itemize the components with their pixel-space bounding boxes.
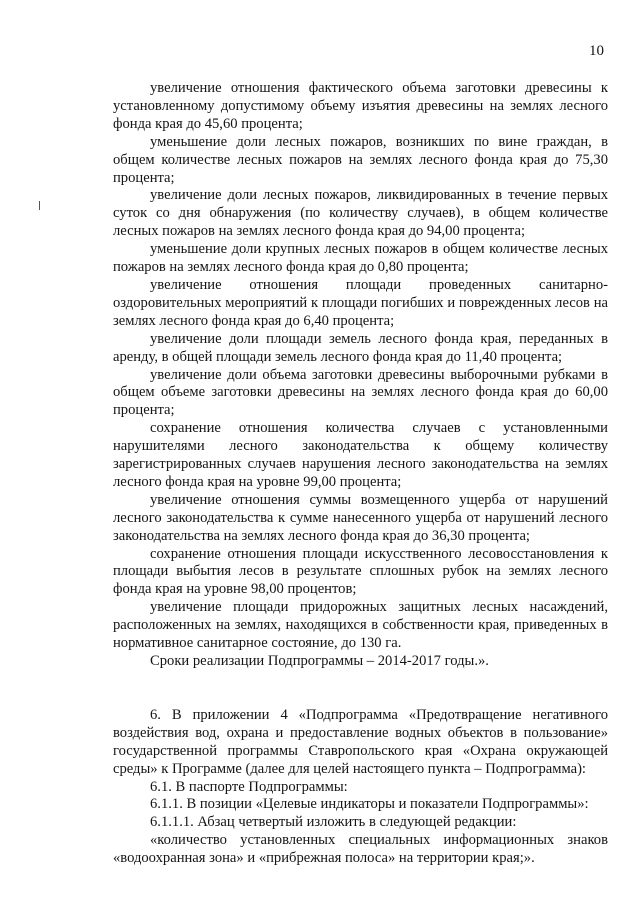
paragraph: увеличение доли площади земель лесного фонда края, переданных в аренду, в общей площади земель лесного фонда края до 11,40 процента; xyxy=(113,330,608,365)
paragraph: 6.1.1.1. Абзац четвертый изложить в следующей редакции: xyxy=(150,814,517,831)
paragraph: 6.1. В паспорте Подпрограммы: xyxy=(150,778,348,795)
paragraph: сохранение отношения площади искусственного лесовосстановления к площади выбытия лесов в результате сплошных рубок на землях лесного фонда края на уровне 98,00 процентов; xyxy=(113,545,608,598)
paragraph: увеличение доли объема заготовки древесины выборочными рубками в общем объеме заготовки древесины на землях лесного фонда края до 60,00 процента; xyxy=(113,366,608,419)
paragraph: уменьшение доли крупных лесных пожаров в общем количестве лесных пожаров на землях лесного фонда края до 0,80 процента; xyxy=(113,241,608,276)
paragraph: увеличение площади придорожных защитных лесных насаждений, расположенных на землях, находящихся в собственности края, приведенных в нормативное санитарное состояние, до 130 га. xyxy=(113,599,608,652)
paragraph: «количество установленных специальных информационных знаков «водоохранная зона» и «прибрежная полоса» на территории края;». xyxy=(113,832,608,867)
paragraph: уменьшение доли лесных пожаров, возникших по вине граждан, в общем количестве лесных пожаров на землях лесного фонда края до 75,30 процента; xyxy=(113,133,608,186)
paragraph: 6.1.1. В позиции «Целевые индикаторы и показатели Подпрограммы»: xyxy=(150,796,589,813)
page-number: 10 xyxy=(589,43,604,59)
paragraph: 6. В приложении 4 «Подпрограмма «Предотвращение негативного воздействия вод, охрана и предоставление водных объектов в пользование» государственной программы Ставропольского края «Охрана окружающей среды» к Программе (далее для целей настоящего пункта – Подпрограмма): xyxy=(113,706,608,777)
paragraph: увеличение доли лесных пожаров, ликвидированных в течение первых суток со дня обнаружения (по количеству случаев), в общем количестве лесных пожаров на землях лесного фонда края до 94,00 процента; xyxy=(113,187,608,240)
paragraph: увеличение отношения фактического объема заготовки древесины к установленному допустимому объему изъятия древесины на землях лесного фонда края до 45,60 процента; xyxy=(113,80,608,132)
paragraph: сохранение отношения количества случаев с установленными нарушителями лесного законодательства к общему количеству зарегистрированных случаев нарушения лесного законодательства на землях лесного фонда края на уровне 99,00 процента; xyxy=(113,420,608,490)
paragraph: увеличение отношения площади проведенных санитарно-оздоровительных мероприятий к площади погибших и поврежденных лесов на землях лесного фонда края до 6,40 процента; xyxy=(113,276,608,329)
paragraph: Сроки реализации Подпрограммы – 2014-2017 годы.». xyxy=(150,653,489,669)
paragraph: увеличение отношения суммы возмещенного ущерба от нарушений лесного законодательства к сумме нанесенного ущерба от нарушений лесного законодательства на землях лесного фонда края до 36,30 процента; xyxy=(113,491,608,544)
margin-mark xyxy=(39,201,40,210)
document-body xyxy=(113,80,608,868)
